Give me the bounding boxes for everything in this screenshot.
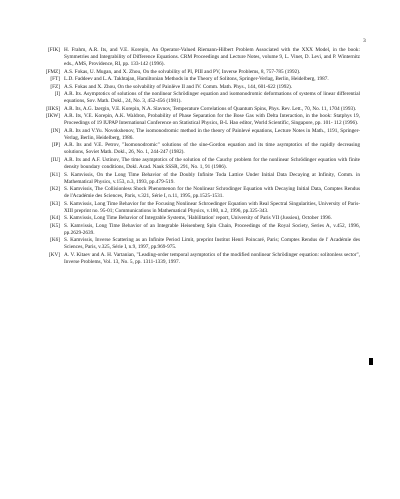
- reference-key: [IP]: [51, 142, 60, 149]
- reference-item: [26, 128, 360, 142]
- reference-text: S. Kamvissis, The Collisionless Shock Phenomenon for the Nonlinear Schrodinger Equation with Decaying Initial Data, Comptes Rendus de l'Académie des Sciences, Paris, v.321, Série I, n.11, 1995, pp.1525-1531.: [64, 186, 360, 200]
- reference-item: [26, 106, 360, 113]
- reference-key: [K2]: [50, 186, 60, 193]
- reference-item: [26, 157, 360, 171]
- reference-text: A.R. Its, A.G. Izergin, V.E. Korepin, N.A. Slavnov, Temperature Correlations of Quantum Spins, Phys. Rev. Lett., 70, No. 11, 1704 (1993).: [64, 105, 357, 112]
- reference-item: [26, 113, 360, 127]
- reference-item: [26, 76, 360, 83]
- reference-item: [26, 69, 360, 76]
- reference-key: [FT]: [50, 76, 60, 83]
- reference-item: [26, 186, 360, 200]
- reference-item: [26, 215, 360, 222]
- reference-item: [26, 223, 360, 237]
- reference-text: H. Frahm, A.R. Its, and V.E. Korepin, An Operator-Valued Riemann-Hilbert Problem Associated with the XXX Model, in the book: Symmetries and Integrability of Difference Equations. CRM Proceedings and Lecture Notes, volume 9, L. Vinet, D. Levi, and P. Winternitz eds., AMS, Providence, RI, pp. 133-142 (1996).: [64, 47, 360, 68]
- reference-key: [K1]: [50, 171, 60, 178]
- reference-text: A. V. Kitaev and A. H. Vartanian, "Leading-order temporal asymptotics of the modified nonlinear Schrödinger equation: solitonless sector", Inverse Problems, Vol. 13, No. 5, pp. 1311-1339, 1997.: [64, 251, 360, 265]
- reference-key: [IN]: [50, 127, 60, 134]
- reference-text: A.R. Its and A.F. Ustinov, The time asymptotics of the solution of the Cauchy problem for the nonlinear Schrödinger equation with finite density boundary conditions, Dokl. Acad. Nauk SSSR, 291, No. 1, 91 (1986).: [64, 156, 360, 171]
- reference-text: A.R. Its and V.Yu. Novokshenov, The isomonodromic method in the theory of Painlevé equations, Lecture Notes in Math., 1191, Springer-Verlag, Berlin, Heidelberg, 1986.: [64, 127, 360, 141]
- reference-item: [26, 142, 360, 156]
- reference-key: [IU]: [50, 156, 60, 163]
- reference-item: [26, 91, 360, 105]
- overfull-box-marker: [369, 358, 373, 365]
- reference-text: A.S. Fokas, U. Mugan, and X. Zhou, On the solvability of PI, PIII and PV, Inverse Problems, 8, 757-785 (1992).: [64, 68, 301, 75]
- reference-key: [KV]: [48, 251, 60, 258]
- reference-item: [26, 84, 360, 91]
- reference-key: [I]: [54, 91, 60, 98]
- reference-text: S. Kamvissis, Long Time Behavior of an Integrable Heisenberg Spin Chain, Proceedings of the Royal Society, Series A, v.452, 1996, pp.2629-2639.: [64, 222, 360, 236]
- reference-text: A.R. Its. Asymptotics of solutions of the nonlinear Schrödinger equation and isomonodromic deformations of systems of linear differential equations, Sov. Math. Dokl., 24, No. 3, 452-456 (1981).: [64, 91, 360, 105]
- reference-text: S. Kamvissis, On the Long Time Behavior of the Doubly Infinite Toda Lattice Under Initial Data Decaying at Infinity, Comm. in Mathematical Physics, v.153, n.3, 1993, pp.479-519.: [64, 171, 360, 185]
- reference-text: L.D. Faddeev and L.A. Takhtajan, Hamiltonian Methods in the Theory of Solitons, Springer-Verlag, Berlin, Heidelberg, 1987.: [64, 76, 329, 83]
- reference-key: [K5]: [50, 222, 60, 229]
- reference-item: [26, 201, 360, 215]
- reference-key: [IIKS]: [46, 105, 60, 112]
- reference-item: [26, 47, 360, 68]
- reference-key: [FZ]: [50, 83, 60, 90]
- reference-key: [K3]: [50, 200, 60, 207]
- reference-key: [FIK]: [48, 47, 60, 53]
- reference-key: [K4]: [50, 215, 60, 222]
- reference-text: S. Kamvissis, Long Time Behavior for the Focusing Nonlinear Schroedinger Equation with Real Spectral Singularities, University of Paris-XIII preprint no. 95-01; Communications in Mathematical Physics, v.180, n.2, 1996, pp.325-343.: [64, 200, 360, 214]
- reference-item: [26, 237, 360, 251]
- reference-list: [26, 47, 360, 266]
- reference-text: A.R. Its and V.E. Petrov, "Isomonodromic" solutions of the sine-Gordon equation and its time asymptotics of the rapidly decreasing solutions, Soviet Math. Dokl., 26, No. 1, 244-247 (1982).: [64, 142, 360, 156]
- reference-key: [FMZ]: [45, 68, 60, 75]
- reference-key: [IKW]: [46, 113, 60, 120]
- reference-text: S. Kamvissis, Long Time Behavior of Integrable Systems, 'Habilitation' report, University of Paris VII (Jussieu), October 1996.: [64, 215, 332, 222]
- reference-text: A.S. Fokas and X. Zhou, On the solvability of Painlève II and IV. Comm. Math. Phys., 144, 601-622 (1992).: [64, 83, 293, 90]
- reference-item: [26, 172, 360, 186]
- reference-text: S. Kamvissis, Inverse Scattering as an Infinite Period Limit, preprint Institut Henri Poincaré, Paris; Comptes Rendus de l' Académie des Sciences, Paris, v.325, Série I, n.9, 1997, pp.969-975.: [64, 237, 360, 251]
- reference-item: [26, 252, 360, 266]
- reference-key: [K6]: [50, 237, 60, 244]
- page-number: 3: [363, 38, 366, 44]
- reference-text: A.R. Its, V.E. Korepin, A.K. Waldron, Probability of Phase Separation for the Bose Gas with Delta Interaction, in the book: Statphys 19, Proceedings of 19 IUPAP International Conference on Statistical Physics, B-L Hao editor, World Scientific, Singapore, pp. 101- 112 (1996).: [64, 113, 360, 127]
